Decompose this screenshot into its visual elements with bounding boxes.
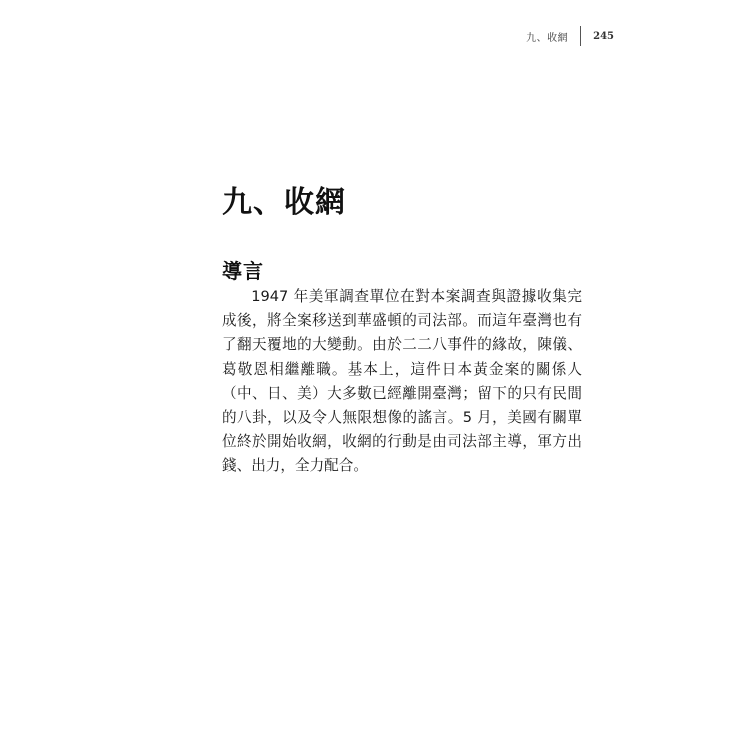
body-paragraph: 1947 年美軍調查單位在對本案調查與證據收集完成後，將全案移送到華盛頓的司法部。而這年臺灣也有了翻天覆地的大變動。由於二二八事件的緣故，陳儀、葛敬恩相繼離職。基本上，這件日本黃金案的關係人（中、日、美）大多數已經離開臺灣；留下的只有民間的八卦，以及令人無限想像的謠言。5 月，美國有關單位終於開始收網，收網的行動是由司法部主導，軍方出錢、出力，全力配合。 — [222, 288, 582, 475]
running-header-chapter: 九、收網 — [526, 32, 569, 44]
section-heading: 導言 — [222, 259, 264, 283]
chapter-title: 九、收網 — [222, 185, 346, 220]
page-number: 245 — [593, 30, 614, 42]
running-header — [526, 26, 614, 46]
